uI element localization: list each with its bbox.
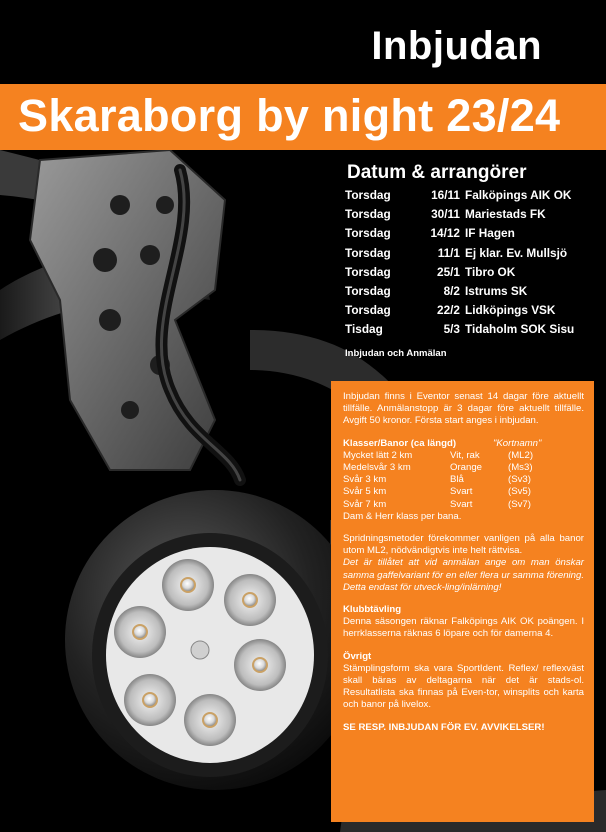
class-color: Svart (450, 498, 473, 510)
schedule-row (345, 284, 527, 303)
classes-note: Dam & Herr klass per bana. (343, 510, 462, 522)
class-name: Mycket lätt 2 km (343, 449, 413, 461)
schedule-organizer: Istrums SK (465, 283, 528, 298)
schedule-day: Torsdag (345, 264, 391, 279)
schedule-date: 5/3 (443, 322, 460, 337)
schedule-row (345, 226, 527, 245)
schedule-organizer: Falköpings AIK OK (465, 188, 572, 202)
class-code: (Ms3) (508, 461, 533, 473)
schedule-row (345, 245, 568, 265)
schedule-row (345, 188, 572, 207)
class-name: Svår 3 km (343, 474, 387, 486)
class-color: Orange (450, 461, 482, 473)
schedule-organizer: Lidköpings VSK (465, 303, 556, 318)
schedule-section (345, 162, 575, 342)
class-code: (Sv7) (508, 498, 531, 510)
schedule-date: 14/12 (430, 226, 460, 241)
other-text: Stämplingsform ska vara SportIdent. Reflex/ reflexväst skall bäras av deltagarna när det är stads-ol. Resultatlista ska finnas på Even-tor, winsplits och karta och banor på livelox. (343, 662, 584, 711)
schedule-day: Torsdag (345, 283, 391, 298)
page-title: Inbjudan (371, 24, 542, 68)
class-name: Medelsvår 3 km (343, 461, 411, 473)
schedule-day: Tisdag (345, 322, 383, 337)
class-row (343, 462, 584, 474)
schedule-date: 30/11 (431, 207, 460, 222)
schedule-organizer: Tidaholm SOK Sisu (465, 322, 575, 337)
schedule-row (345, 207, 546, 226)
class-color: Svart (450, 486, 473, 498)
spread-text: Spridningsmetoder förekommer vanligen på alla banor utom ML2, nödvändigtvis inte helt rättvisa. (343, 532, 584, 557)
schedule-organizer: Mariestads FK (465, 207, 546, 222)
schedule-heading: Datum & arrangörer (347, 162, 527, 183)
schedule-organizer: IF Hagen (465, 226, 515, 241)
intro-text: Inbjudan finns i Eventor senast 14 dagar före aktuellt tillfälle. Anmälanstopp är 3 dagar före aktuellt tillfälle. Avgift 50 kronor. Första start anges i inbjudan. (343, 391, 584, 427)
schedule-day: Torsdag (345, 188, 391, 202)
class-code: (Sv5) (508, 486, 531, 498)
info-box (331, 381, 594, 822)
classes-shortname-label: "Kortnamn" (493, 437, 542, 449)
schedule-day: Torsdag (345, 226, 391, 241)
schedule-day: Torsdag (345, 303, 391, 318)
class-row (343, 486, 584, 498)
class-row (343, 450, 584, 462)
schedule-day: Torsdag (345, 245, 391, 260)
club-heading: Klubbtävling (343, 603, 402, 615)
class-row (343, 474, 584, 486)
class-code: (Sv3) (508, 474, 531, 486)
schedule-date: 22/2 (437, 303, 460, 318)
club-text: Denna säsongen räknar Falköpings AIK OK poängen. I herrklasserna räknas 6 löpare och för damerna 4. (343, 616, 584, 640)
schedule-row (345, 265, 527, 284)
class-code: (ML2) (508, 449, 534, 461)
schedule-date: 8/2 (443, 283, 460, 298)
schedule-date: 25/1 (437, 264, 460, 279)
schedule-organizer: Ej klar. Ev. Mullsjö (465, 245, 568, 260)
schedule-row (345, 303, 556, 322)
classes-heading: Klasser/Banor (ca längd) (343, 437, 457, 449)
schedule-day: Torsdag (345, 207, 391, 222)
schedule-date: 16/11 (431, 188, 460, 202)
schedule-date: 11/1 (437, 245, 460, 260)
other-heading: Övrigt (343, 650, 372, 662)
schedule-row (345, 322, 575, 341)
class-color: Vit, rak (450, 449, 480, 461)
title-banner (0, 84, 606, 150)
schedule-organizer: Tibro OK (465, 264, 516, 279)
class-name: Svår 5 km (343, 486, 387, 498)
spread-italic-text: Det är tillåtet att vid anmälan ange om man önskar samma gaffelvariant för en eller flera ur samma förening. Detta endast för utveck-ling/inlärning! (343, 557, 585, 593)
footer-notice: SE RESP. INBJUDAN FÖR EV. AVVIKELSER! (343, 721, 545, 733)
class-name: Svår 7 km (343, 498, 387, 510)
invitation-subheading: Inbjudan och Anmälan (345, 348, 447, 359)
event-title: Skaraborg by night 23/24 (18, 90, 561, 141)
class-color: Blå (450, 474, 464, 486)
class-row (343, 499, 584, 511)
classes-header (343, 438, 584, 450)
